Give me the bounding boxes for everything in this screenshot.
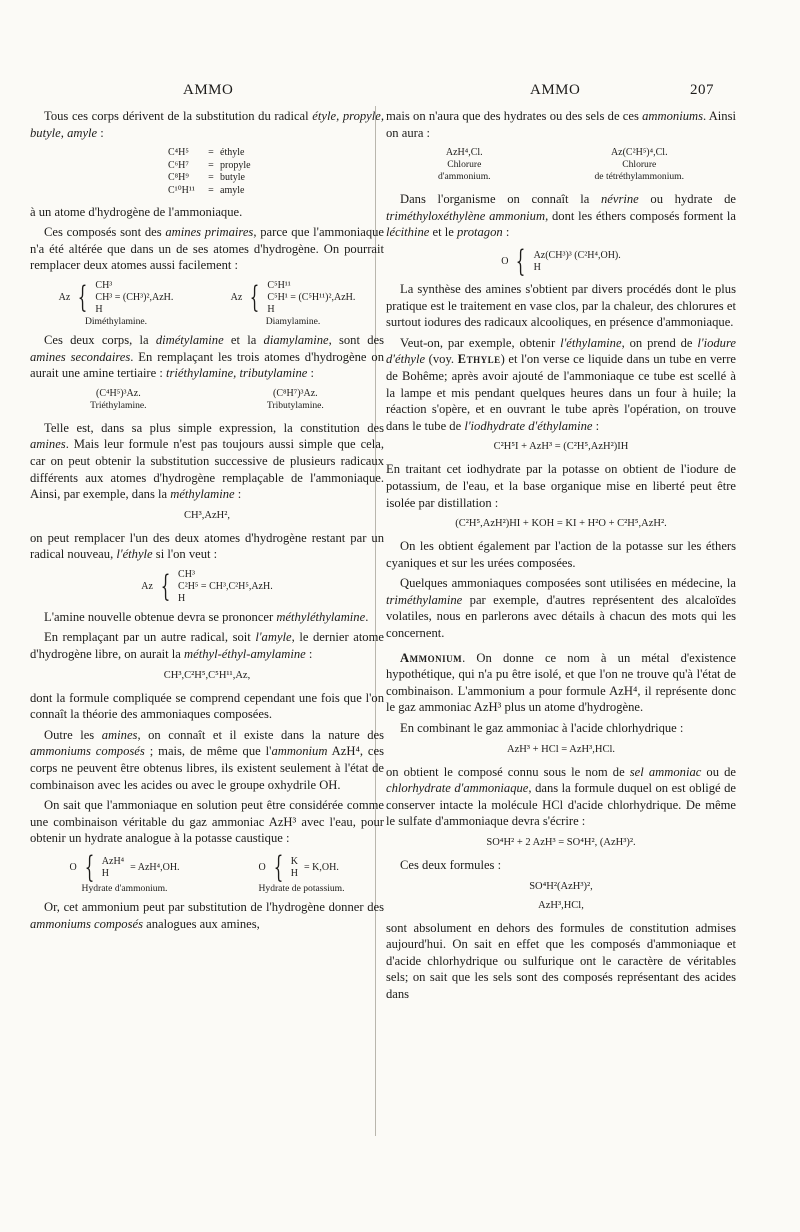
formula-sulfate-short: SO⁴H²(AzH³)², (529, 880, 593, 892)
page-number: 207 (690, 82, 714, 98)
radical-row: C⁸H⁹ = butyle (168, 172, 245, 184)
formula-diamylamine: Az { C⁵H¹¹ C⁵H¹ = (C⁵H¹¹)²,AzH. H (230, 279, 356, 315)
formula-chlorhydrate-short: AzH³,HCl, (538, 899, 584, 911)
formula-caption: Hydrate d'ammonium. (81, 883, 168, 894)
paragraph: En combinant le gaz ammoniac à l'acide chlorhydrique : (400, 721, 684, 736)
paragraph: on obtient le composé connu sous le nom de sel ammoniac ou de chlorhydrate d'ammoniaque, dans la formule duquel on est obligé de conserver intacte la molécule HCl d'acide chlorhydrique. De même le sulfate d'ammoniaque devra s'écrire : (386, 764, 736, 829)
paragraph: Tous ces corps dérivent de la substitution du radical étyle, propyle, butyle, amyle : (30, 109, 385, 140)
paragraph: Telle est, dans sa plus simple expression, la constitution des amines. Mais leur formule n'est pas toujours aussi simple que cela, car on peut obtenir la substitution successive de plusieurs radicaux différents aux atomes d'hydrogène remplaçable de l'ammoniaque. Ainsi, par exemple, dans la méthylamine : (30, 420, 384, 502)
paragraph: En remplaçant par un autre radical, soit l'amyle, le dernier atome d'hydrogène libre, on aurait la méthyl-éthyl-amylamine : (30, 630, 384, 662)
formula-dimethylamine: Az { CH³ CH³ = (CH³)²,AzH. H (58, 279, 174, 315)
paragraph: mais on n'aura que des hydrates ou des sels de ces ammoniums. Ainsi on aura : (386, 109, 736, 140)
paragraph: Dans l'organisme on connaît la névrine ou hydrate de triméthyloxéthylène ammonium, dont les éthers composés forment la lécithine et le protagon : (386, 192, 736, 240)
formula-ammonium-hydrate: O { AzH⁴ H = AzH⁴,OH. (69, 850, 180, 885)
formula-caption: Hydrate de potassium. (258, 883, 345, 894)
right-column (386, 108, 736, 1007)
paragraph: Ces composés sont des amines primaires, parce que l'ammoniaque n'a été altérée que dans un de ses atomes d'hydrogène. On pourrait remplacer deux atomes aussi facilement : (30, 225, 385, 273)
formula-tertiary-amines: (C⁴H⁵)³Az. Triéthylamine. (C⁸H⁷)³Az. Tributylamine. (90, 387, 324, 411)
paragraph: sont absolument en dehors des formules de constitution admises aujourd'hui. On sait en effet que les composés d'ammoniaque et d'acide chlorhydrique ou sulfurique ont le caractère de véritables sels; on sait que les sels sont des composés représentant des acides dans (386, 920, 736, 1001)
formula-secondary-amines (30, 280, 384, 328)
paragraph: à un atome d'hydrogène de l'ammoniaque. (30, 204, 243, 219)
paragraph: Ces deux formules : (400, 858, 502, 872)
radical-row: C⁴H⁵ = éthyle (168, 147, 245, 159)
formula-sel-ammoniac: AzH³ + HCl = AzH³,HCl. (507, 743, 615, 755)
formula-distillation: (C²H⁵,AzH²)HI + KOH = KI + H²O + C²H⁵,AzH². (455, 518, 667, 530)
running-head (0, 82, 800, 106)
paragraph: Quelques ammoniaques composées sont utilisées en médecine, la triméthylamine par exemple, d'autres représentent des alcaloïdes volatiles, nous en parlerons avec détails à chacun des mots qui les concernent. (386, 576, 736, 641)
formula-caption: Diamylamine. (265, 315, 321, 327)
formula-methylethylamine: Az { CH³ C²H⁵ = CH³,C²H⁵,AzH. H (141, 568, 273, 604)
paragraph: La synthèse des amines s'obtient par divers procédés dont le plus pratique est le traitement en vase clos, par la chaleur, des chlorures et surtout iodures des radicaux alcooliques, en présence d'ammoniaque. (386, 281, 736, 330)
paragraph: Veut-on, par exemple, obtenir l'éthylamine, on prend de l'iodure d'éthyle (voy. Ethyle) et l'on verse ce liquide dans un tube en verre de Bohême; après avoir ajouté de l'ammoniaque ce tube est scellé à la lampe et mis pendant quelques heures dans un four à huile; la réaction s'opère, et en ouvrant le tube après l'opération, on trouve dans le tube de l'iodhydrate d'éthylamine : (386, 335, 737, 433)
formula-potassium-hydrate: O { K H = K,OH. (258, 850, 339, 885)
paragraph: on peut remplacer l'un des deux atomes d'hydrogène restant par un radical nouveau, l'éthyle si l'on veut : (30, 530, 384, 562)
entry-ammonium: Ammonium. On donne ce nom à un métal d'existence hypothétique, qui n'a pu être isolé, et que l'on ne trouve qu'à l'état de combinaison. L'ammonium a pour formule AzH⁴, il représente donc le gaz ammoniac AzH³ plus un atome d'hydrogène. (386, 650, 736, 715)
formula-chlorides: AzH⁴,Cl. Chlorure d'ammonium. Az(C²H⁵)⁴,Cl. Chlorure de tétréthylammonium. (437, 147, 685, 183)
header-right-word: AMMO (530, 82, 581, 98)
radical-row: C¹⁰H¹¹ = amyle (168, 184, 245, 196)
paragraph: On les obtient également par l'action de la potasse sur les éthers cyaniques et sur les urées composées. (386, 539, 736, 570)
radical-list (168, 147, 384, 197)
formula-methylamine: CH³,AzH², (184, 509, 230, 521)
paragraph: dont la formule compliquée se comprend cependant une fois que l'on connaît la théorie des ammoniaques composées. (30, 690, 384, 722)
radical-row: C⁶H⁷ = propyle (168, 159, 251, 171)
paragraph: L'amine nouvelle obtenue devra se prononcer méthyléthylamine. (44, 609, 369, 624)
formula-caption: Diméthylamine. (84, 315, 148, 327)
header-left-word: AMMO (183, 82, 234, 98)
formula-nevrine: O { Az(CH³)³ (C²H⁴,OH). H (501, 243, 621, 279)
paragraph: Ces deux corps, la dimétylamine et la diamylamine, sont des amines secondaires. En remplaçant les trois atomes d'hydrogène on aurait une amine tertiaire : triéthylamine, tributylamine : (30, 332, 384, 381)
paragraph: Or, cet ammonium peut par substitution de l'hydrogène donner des ammoniums composés analogues aux amines, (30, 900, 384, 931)
paragraph: On sait que l'ammoniaque en solution peut être considérée comme une combinaison véritable du gaz ammoniac AzH³ avec l'eau, pour obtenir un hydrate analogue à la potasse caustique : (30, 798, 384, 846)
formula-iodhydrate: C²H⁵I + AzH³ = (C²H⁵,AzH²)IH (493, 441, 629, 453)
paragraph: Outre les amines, on connaît et il existe dans la nature des ammoniums composés ; mais, de même que l'ammonium AzH⁴, ces corps ne peuvent être obtenus libres, ils existent seulement à l'état de combinaison avec les acides ou avec le groupe oxhydrile OH. (30, 727, 384, 792)
formula-hydrates (30, 850, 384, 895)
formula-methylethylamylamine: CH³,C²H⁵,C⁵H¹¹,Az, (163, 669, 251, 681)
entry-heading: Ammonium (400, 650, 463, 665)
left-column (30, 108, 384, 936)
formula-sulfate: SO⁴H² + 2 AzH³ = SO⁴H², (AzH³)². (486, 837, 636, 848)
paragraph: En traitant cet iodhydrate par la potasse on obtient de l'iodure de potassium, de l'eau, et la base organique mise en liberté peut être isolée par distillation : (386, 462, 736, 510)
